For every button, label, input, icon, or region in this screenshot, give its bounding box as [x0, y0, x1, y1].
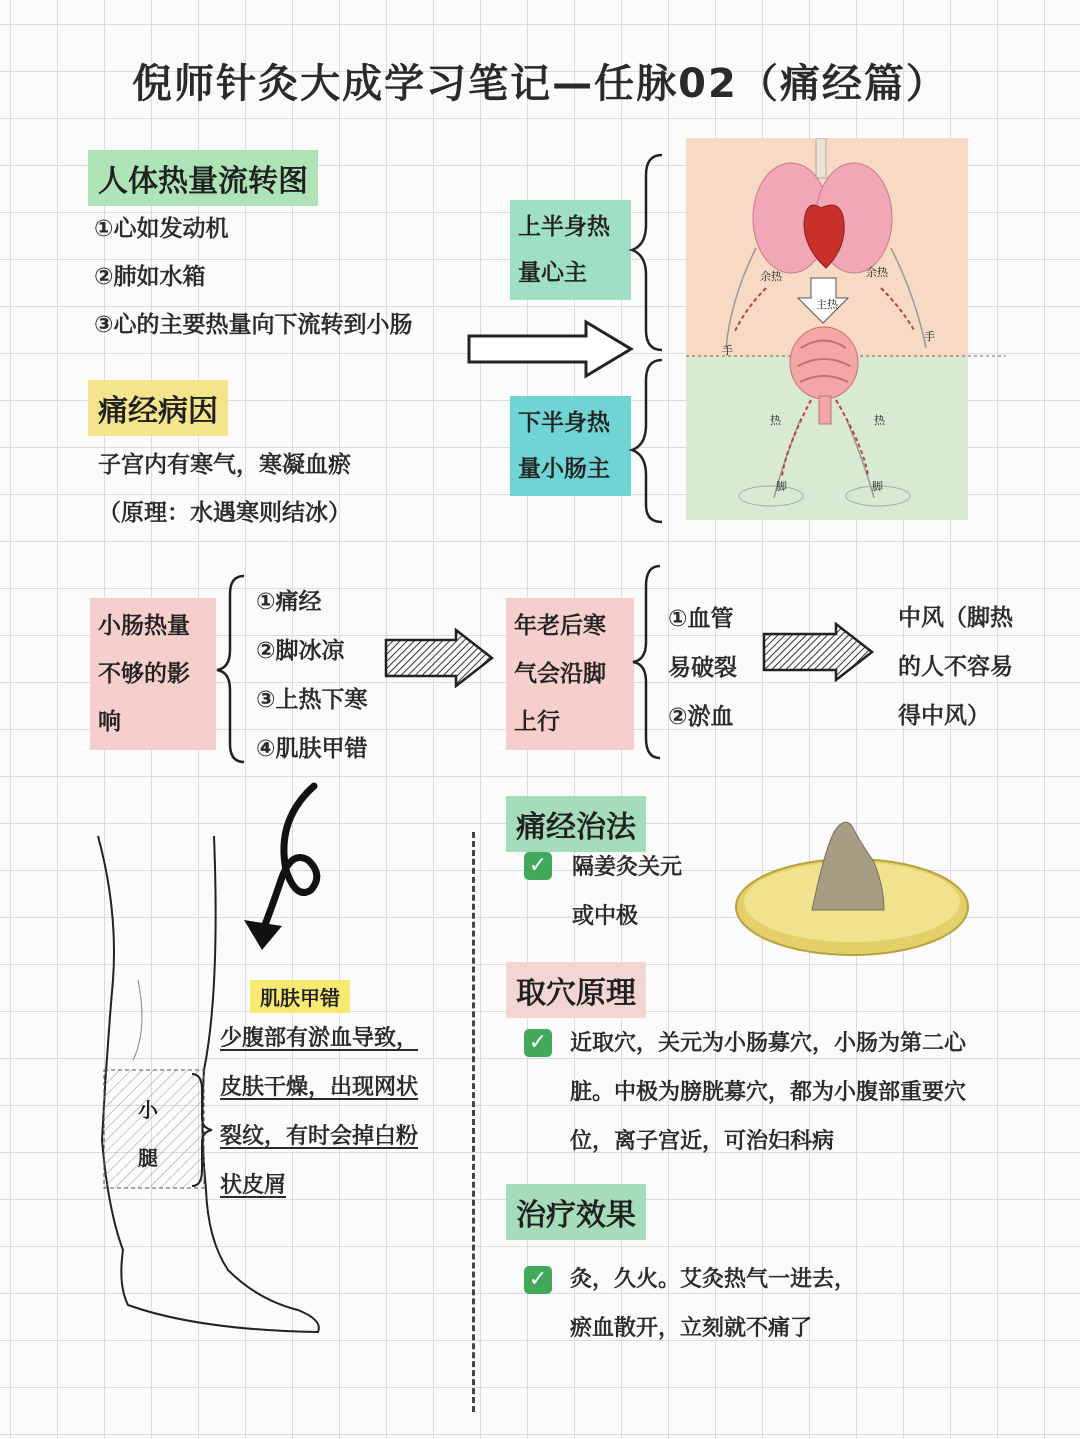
page-title: 倪师针灸大成学习笔记—任脉02（痛经篇）: [132, 61, 948, 107]
old-age-box-line3: 上行: [514, 709, 560, 735]
heat-left-text: 热: [770, 414, 781, 427]
small-intestine-box: [90, 598, 216, 750]
right-arrow-icon: [466, 318, 636, 380]
effect-item-1: ①痛经: [256, 589, 322, 615]
effect-item-4: ④肌肤甲错: [256, 736, 368, 762]
effect2-item-1: ①血管: [668, 606, 734, 632]
principle-text: [570, 1019, 966, 1166]
leg-label-2: 腿: [138, 1146, 158, 1170]
old-age-box-line1: 年老后寒: [514, 613, 606, 639]
effect-heading: 治疗效果: [506, 1184, 646, 1240]
principle-line-3: 位，离子宫近，可治妇科病: [570, 1129, 835, 1154]
method-heading: 痛经治法: [506, 796, 646, 852]
small-intestine-box-line3: 响: [98, 709, 121, 735]
stroke-result-line2: 的人不容易: [898, 654, 1013, 680]
heat-flow-heading: 人体热量流转图: [88, 150, 318, 206]
foot-left-text: 脚: [776, 480, 787, 493]
stroke-result-line3: 得中风）: [898, 703, 990, 729]
cause-line-2: （原理：水遇寒则结冰）: [98, 500, 351, 526]
skin-line-4: 状皮屑: [220, 1173, 287, 1198]
effect2-item-3: ②淤血: [668, 704, 734, 730]
effect-text: [570, 1255, 856, 1353]
anatomy-illustration: [686, 138, 1006, 520]
residual-heat-right-text: 余热: [866, 266, 888, 279]
effect2-item-2: 易破裂: [668, 655, 737, 681]
effect-item-3: ③上热下寒: [256, 687, 368, 713]
method-text: [572, 843, 682, 941]
foot-right-text: 脚: [872, 480, 883, 493]
hand-right-text: 手: [924, 330, 935, 343]
cause-heading: 痛经病因: [88, 380, 228, 436]
old-age-box-line2: 气会沿脚: [514, 661, 606, 687]
upper-heat-label-line1: 上半身热: [518, 214, 610, 240]
hatched-arrow-icon-2: [762, 622, 876, 682]
lower-heat-label: [510, 396, 631, 496]
skin-description: [220, 1014, 418, 1210]
ginger-moxa-image: [734, 812, 974, 962]
leg-label-1: 小: [138, 1098, 158, 1122]
effects2-brace: [630, 562, 666, 762]
main-heat-text: 主热: [816, 298, 838, 311]
skin-line-2: 皮肤干燥，出现网状: [220, 1075, 419, 1100]
upper-heat-label: [510, 200, 631, 300]
check-icon: ✓: [524, 852, 552, 880]
principle-line-2: 脏。中极为膀胱募穴，都为小腹部重要穴: [570, 1080, 967, 1105]
cause-line-1: 子宫内有寒气，寒凝血瘀: [98, 452, 351, 478]
figure-brace: [628, 150, 668, 530]
check-icon-3: ✓: [524, 1266, 552, 1294]
method-line-2: 或中极: [572, 904, 639, 929]
effect-line-1: 灸，久火。艾灸热气一进去，: [570, 1267, 857, 1292]
lower-heat-label-line1: 下半身热: [518, 410, 610, 436]
dashed-divider: [472, 832, 475, 1412]
old-age-box: [506, 598, 634, 750]
method-line-1: 隔姜灸关元: [572, 855, 683, 880]
small-intestine-box-line1: 小肠热量: [98, 613, 190, 639]
effect-line-2: 瘀血散开，立刻就不痛了: [570, 1316, 813, 1341]
hand-left-text: 手: [722, 344, 733, 357]
effect-item-2: ②脚冰凉: [256, 638, 345, 664]
residual-heat-left-text: 余热: [760, 270, 782, 283]
heat-right-text: 热: [874, 414, 885, 427]
heat-item-3: ③心的主要热量向下流转到小肠: [94, 312, 413, 338]
principle-heading: 取穴原理: [506, 962, 646, 1018]
skin-line-3: 裂纹，有时会掉白粉: [220, 1124, 419, 1149]
hatched-arrow-icon: [384, 628, 496, 688]
small-intestine-box-line2: 不够的影: [98, 661, 190, 687]
upper-heat-label-line2: 量心主: [518, 260, 587, 286]
check-icon-2: ✓: [524, 1029, 552, 1057]
effects-brace: [214, 572, 250, 767]
leg-brace: [188, 1070, 218, 1190]
skin-label: 肌肤甲错: [250, 980, 350, 1013]
stroke-result-line1: 中风（脚热: [898, 605, 1013, 631]
stroke-result: [898, 594, 1013, 741]
principle-line-1: 近取穴，关元为小肠募穴，小肠为第二心: [570, 1031, 967, 1056]
heat-item-1: ①心如发动机: [94, 216, 229, 242]
heat-item-2: ②肺如水箱: [94, 264, 206, 290]
skin-line-1: 少腹部有淤血导致，: [220, 1026, 419, 1051]
lower-heat-label-line2: 量小肠主: [518, 456, 610, 482]
